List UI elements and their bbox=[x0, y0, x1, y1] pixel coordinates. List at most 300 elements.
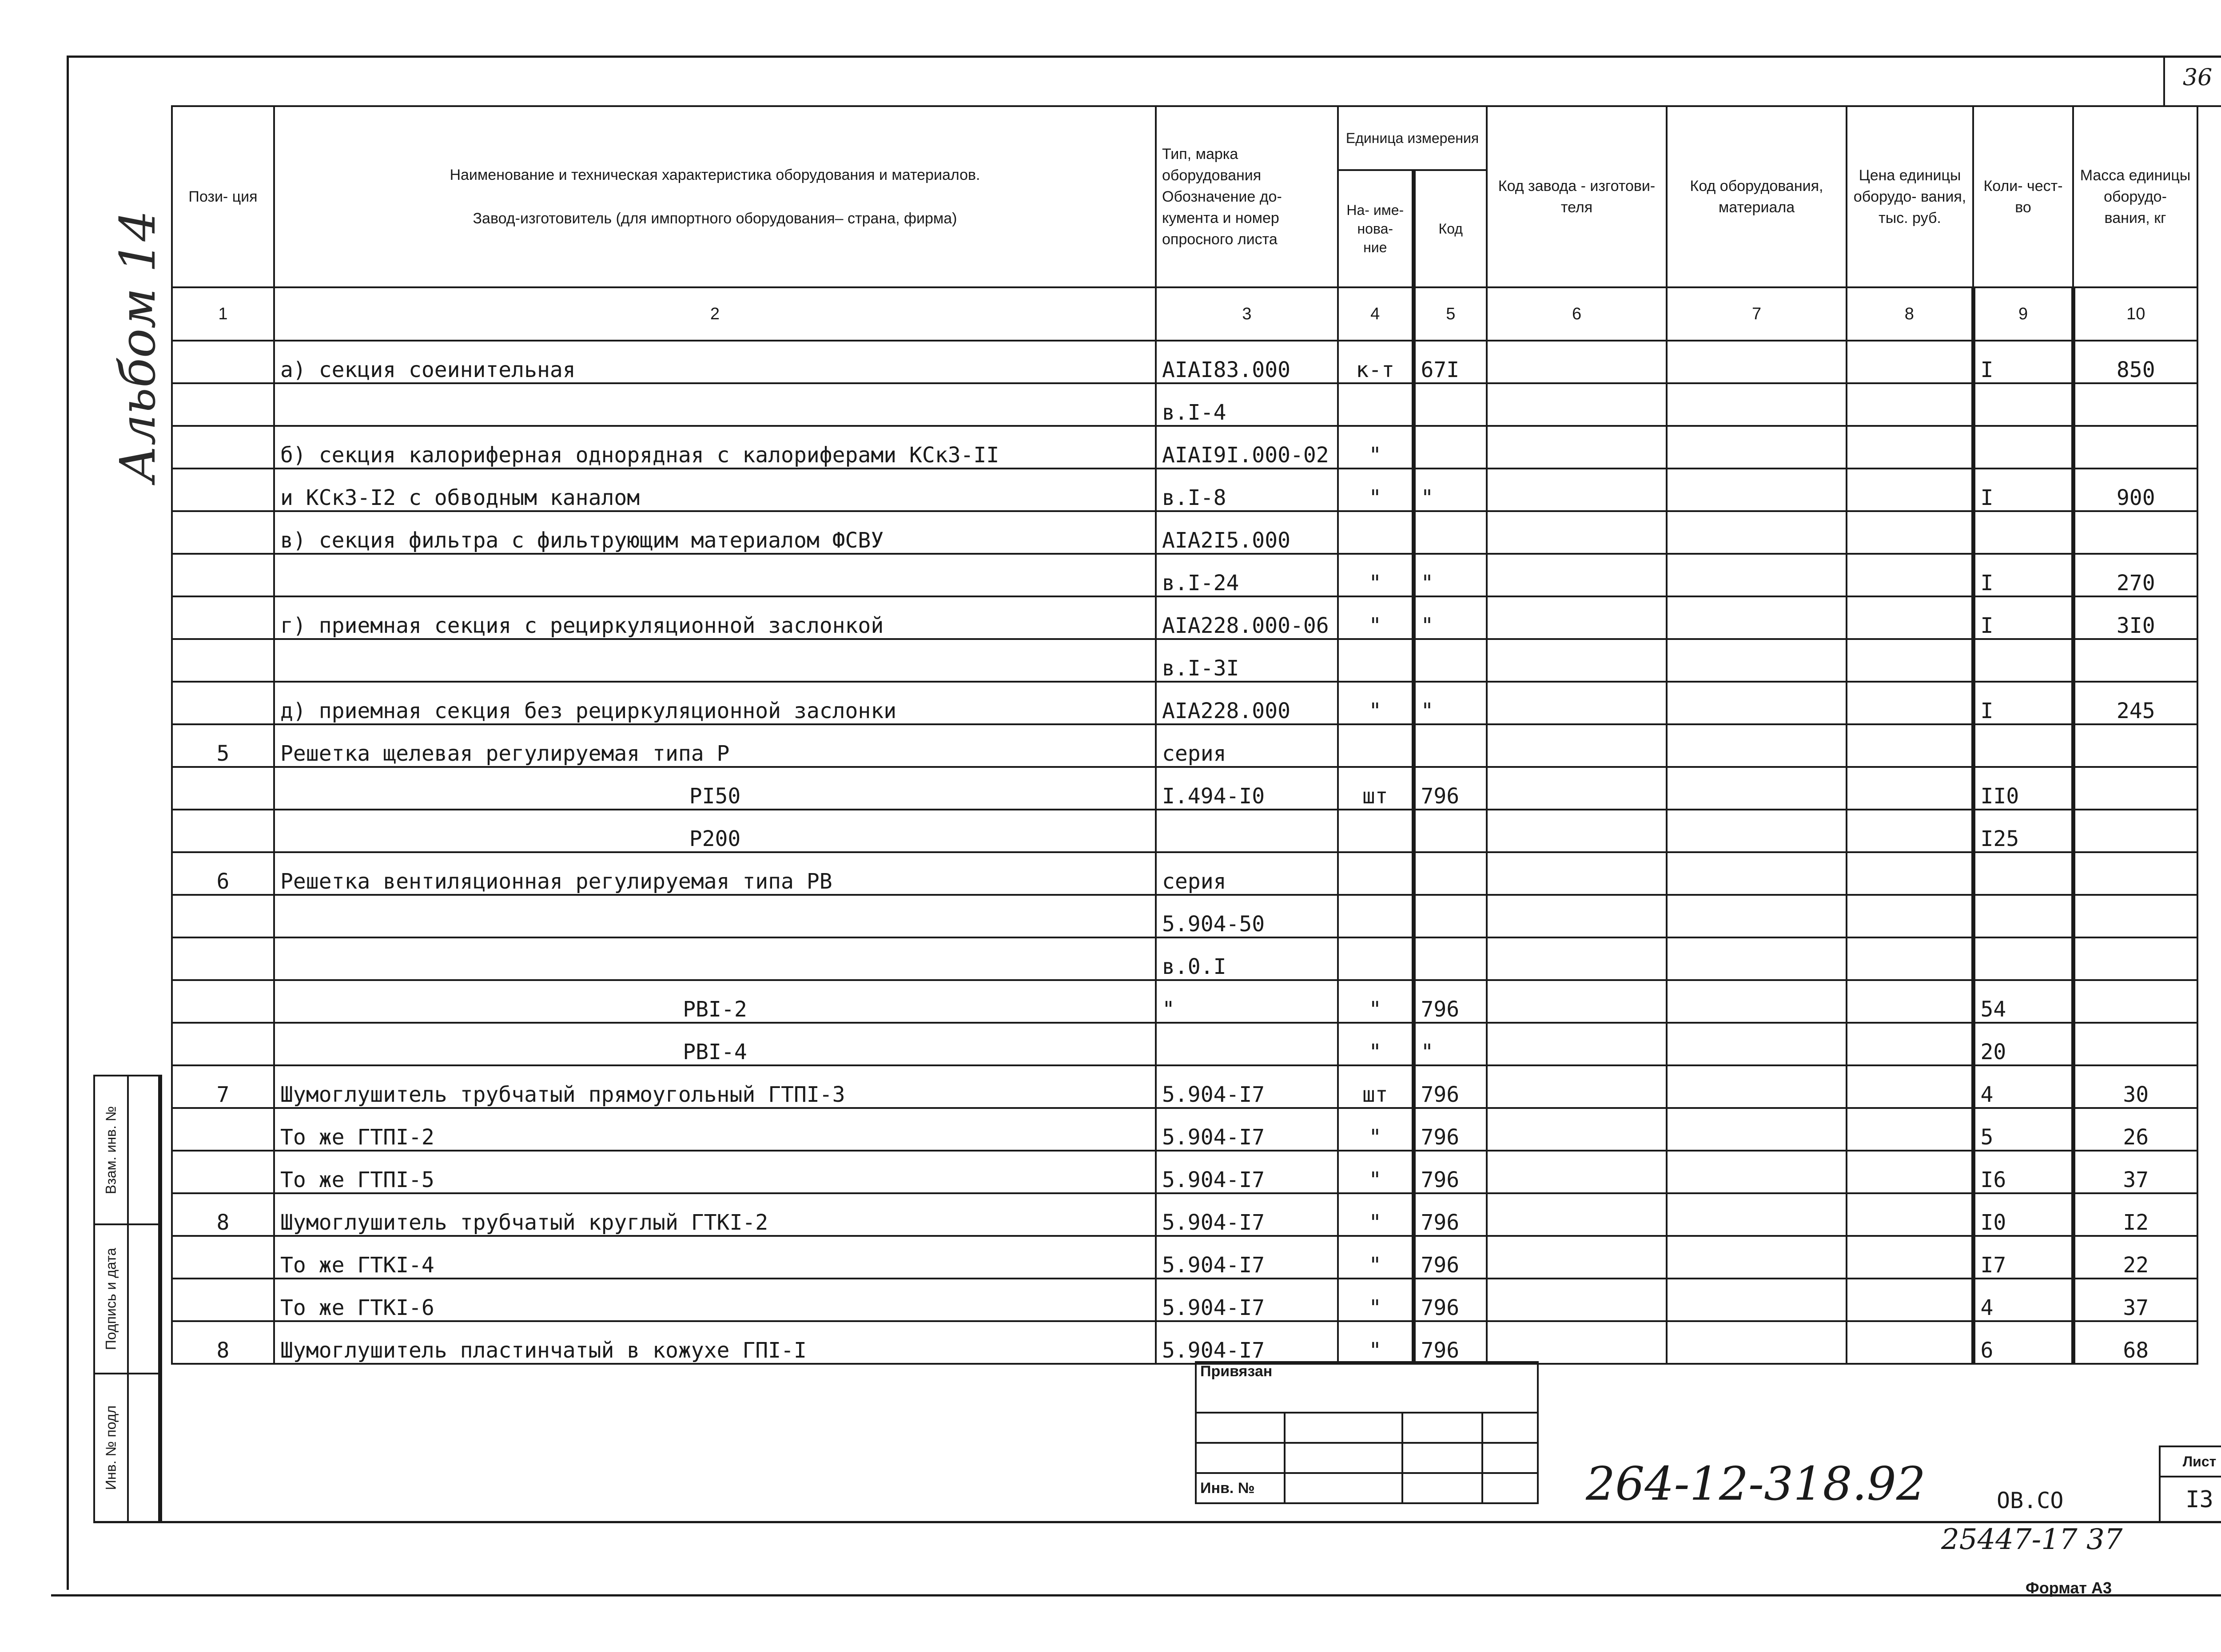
stamp-signature-date: Подпись и дата bbox=[103, 1247, 119, 1350]
name-cell: Шумоглушитель пластинчатый в кожухе ГПI-I bbox=[274, 1321, 1156, 1364]
unit-code-cell: " bbox=[1413, 469, 1487, 511]
quantity-cell: 6 bbox=[1973, 1321, 2073, 1364]
quantity-cell: I7 bbox=[1973, 1236, 2073, 1279]
table-row bbox=[172, 1023, 2197, 1065]
table-row bbox=[172, 1279, 2197, 1321]
name-cell: Шумоглушитель трубчатый прямоугольный ГТПI-3 bbox=[274, 1065, 1156, 1108]
column-number-8: 8 bbox=[1847, 287, 1973, 341]
type-cell: 5.904-I7 bbox=[1156, 1236, 1338, 1279]
factory-code-cell bbox=[1487, 1065, 1667, 1108]
position-cell bbox=[172, 426, 274, 469]
column-number-6: 6 bbox=[1487, 287, 1667, 341]
mass-cell bbox=[2073, 895, 2197, 937]
unit-cell: к-т bbox=[1338, 341, 1413, 383]
equipment-code-cell bbox=[1667, 383, 1847, 426]
unit-code-cell bbox=[1413, 852, 1487, 895]
unit-cell bbox=[1338, 383, 1413, 426]
factory-code-cell bbox=[1487, 383, 1667, 426]
unit-cell: " bbox=[1338, 682, 1413, 724]
equipment-code-cell bbox=[1667, 1151, 1847, 1193]
position-cell bbox=[172, 1279, 274, 1321]
position-cell bbox=[172, 980, 274, 1023]
mass-cell: 37 bbox=[2073, 1279, 2197, 1321]
equipment-code-cell bbox=[1667, 1065, 1847, 1108]
quantity-cell: 54 bbox=[1973, 980, 2073, 1023]
quantity-cell: 20 bbox=[1973, 1023, 2073, 1065]
price-cell bbox=[1847, 724, 1973, 767]
position-cell bbox=[172, 937, 274, 980]
unit-code-cell: 796 bbox=[1413, 767, 1487, 810]
table-row bbox=[172, 724, 2197, 767]
type-cell: AIAI9I.000-02 bbox=[1156, 426, 1338, 469]
price-cell bbox=[1847, 895, 1973, 937]
document-code: 264-12-318.92 bbox=[1586, 1457, 1926, 1511]
table-row bbox=[172, 1065, 2197, 1108]
factory-code-cell bbox=[1487, 1023, 1667, 1065]
unit-cell bbox=[1338, 511, 1413, 554]
position-cell bbox=[172, 554, 274, 596]
unit-cell: " bbox=[1338, 1023, 1413, 1065]
equipment-code-cell bbox=[1667, 1321, 1847, 1364]
table-row bbox=[172, 426, 2197, 469]
mass-cell: 270 bbox=[2073, 554, 2197, 596]
corner-number-box bbox=[2163, 56, 2221, 107]
name-cell: P200 bbox=[274, 810, 1156, 852]
album-label: Альбом 14 bbox=[109, 210, 166, 483]
unit-code-cell: " bbox=[1413, 596, 1487, 639]
price-cell bbox=[1847, 1023, 1973, 1065]
mass-cell: 245 bbox=[2073, 682, 2197, 724]
header-quantity: Коли- чест- во bbox=[1973, 106, 2073, 287]
unit-cell: " bbox=[1338, 980, 1413, 1023]
side-stamp-blank bbox=[128, 1224, 159, 1373]
unit-code-cell: 796 bbox=[1413, 1279, 1487, 1321]
position-cell: 7 bbox=[172, 1065, 274, 1108]
equipment-code-cell bbox=[1667, 767, 1847, 810]
title-block-left-line bbox=[160, 1075, 162, 1521]
binding-stamp bbox=[1195, 1361, 1539, 1504]
quantity-cell: I bbox=[1973, 554, 2073, 596]
equipment-code-cell bbox=[1667, 426, 1847, 469]
equipment-code-cell bbox=[1667, 596, 1847, 639]
price-cell bbox=[1847, 383, 1973, 426]
equipment-code-cell bbox=[1667, 341, 1847, 383]
name-cell bbox=[274, 383, 1156, 426]
position-cell bbox=[172, 1151, 274, 1193]
header-name-line1: Наименование и техническая характеристика оборудования и материалов. bbox=[450, 167, 980, 183]
mass-cell: 3I0 bbox=[2073, 596, 2197, 639]
mass-cell: 37 bbox=[2073, 1151, 2197, 1193]
unit-code-cell: 796 bbox=[1413, 1321, 1487, 1364]
unit-code-cell: " bbox=[1413, 682, 1487, 724]
equipment-code-cell bbox=[1667, 682, 1847, 724]
mass-cell bbox=[2073, 852, 2197, 895]
corner-number: 36 bbox=[2183, 64, 2213, 91]
type-cell: 5.904-I7 bbox=[1156, 1321, 1338, 1364]
price-cell bbox=[1847, 1279, 1973, 1321]
name-cell bbox=[274, 554, 1156, 596]
header-type: Тип, марка оборудования Обозначение до- кумента и номер опросного листа bbox=[1156, 106, 1338, 287]
table-body bbox=[172, 341, 2197, 1364]
unit-cell: " bbox=[1338, 1108, 1413, 1151]
paper-format: Формат А3 bbox=[2026, 1579, 2112, 1597]
factory-code-cell bbox=[1487, 426, 1667, 469]
unit-cell: " bbox=[1338, 469, 1413, 511]
header-mass: Масса единицы оборудо- вания, кг bbox=[2073, 106, 2197, 287]
mass-cell: 68 bbox=[2073, 1321, 2197, 1364]
inv-number-label: Инв. № bbox=[1196, 1473, 1285, 1503]
factory-code-cell bbox=[1487, 937, 1667, 980]
equipment-code-cell bbox=[1667, 1023, 1847, 1065]
quantity-cell bbox=[1973, 511, 2073, 554]
column-number-row bbox=[172, 287, 2197, 341]
unit-code-cell: 796 bbox=[1413, 1151, 1487, 1193]
factory-code-cell bbox=[1487, 1151, 1667, 1193]
side-stamp-blank bbox=[128, 1374, 159, 1522]
factory-code-cell bbox=[1487, 511, 1667, 554]
mass-cell bbox=[2073, 383, 2197, 426]
factory-code-cell bbox=[1487, 469, 1667, 511]
column-number-2: 2 bbox=[274, 287, 1156, 341]
header-price: Цена единицы оборудо- вания, тыс. руб. bbox=[1847, 106, 1973, 287]
position-cell bbox=[172, 1023, 274, 1065]
factory-code-cell bbox=[1487, 1108, 1667, 1151]
unit-code-cell: 796 bbox=[1413, 1236, 1487, 1279]
table-row bbox=[172, 1193, 2197, 1236]
factory-code-cell bbox=[1487, 682, 1667, 724]
side-stamp-cell bbox=[94, 1224, 128, 1373]
name-cell: б) секция калориферная однорядная с калориферами КСк3-II bbox=[274, 426, 1156, 469]
unit-code-cell bbox=[1413, 383, 1487, 426]
archive-number: 25447-17 37 bbox=[1941, 1523, 2123, 1556]
name-cell: Шумоглушитель трубчатый круглый ГТКI-2 bbox=[274, 1193, 1156, 1236]
name-cell bbox=[274, 937, 1156, 980]
mass-cell: 900 bbox=[2073, 469, 2197, 511]
equipment-code-cell bbox=[1667, 1193, 1847, 1236]
table-row bbox=[172, 1151, 2197, 1193]
type-cell: в.I-24 bbox=[1156, 554, 1338, 596]
equipment-code-cell bbox=[1667, 639, 1847, 682]
unit-cell: шт bbox=[1338, 1065, 1413, 1108]
unit-code-cell: 796 bbox=[1413, 1193, 1487, 1236]
equipment-code-cell bbox=[1667, 895, 1847, 937]
position-cell bbox=[172, 1108, 274, 1151]
column-number-3: 3 bbox=[1156, 287, 1338, 341]
header-equipment-code: Код оборудования, материала bbox=[1667, 106, 1847, 287]
quantity-cell: I bbox=[1973, 469, 2073, 511]
type-cell: AIAI83.000 bbox=[1156, 341, 1338, 383]
type-cell: AIA2I5.000 bbox=[1156, 511, 1338, 554]
unit-cell: шт bbox=[1338, 767, 1413, 810]
equipment-code-cell bbox=[1667, 469, 1847, 511]
header-row-1 bbox=[172, 106, 2197, 170]
header-name-line2: Завод-изготовитель (для импортного оборудования– страна, фирма) bbox=[473, 210, 957, 227]
unit-cell bbox=[1338, 895, 1413, 937]
name-cell: PI50 bbox=[274, 767, 1156, 810]
type-cell: AIA228.000-06 bbox=[1156, 596, 1338, 639]
header-factory-code: Код завода - изготови- теля bbox=[1487, 106, 1667, 287]
position-cell: 6 bbox=[172, 852, 274, 895]
unit-cell: " bbox=[1338, 1236, 1413, 1279]
factory-code-cell bbox=[1487, 895, 1667, 937]
unit-code-cell: 67I bbox=[1413, 341, 1487, 383]
unit-code-cell bbox=[1413, 639, 1487, 682]
table-row bbox=[172, 554, 2197, 596]
mass-cell: 22 bbox=[2073, 1236, 2197, 1279]
table-row bbox=[172, 980, 2197, 1023]
equipment-code-cell bbox=[1667, 1108, 1847, 1151]
type-cell: I.494-I0 bbox=[1156, 767, 1338, 810]
type-cell: 5.904-I7 bbox=[1156, 1108, 1338, 1151]
position-cell bbox=[172, 895, 274, 937]
price-cell bbox=[1847, 1193, 1973, 1236]
table-row bbox=[172, 682, 2197, 724]
quantity-cell bbox=[1973, 852, 2073, 895]
unit-cell bbox=[1338, 639, 1413, 682]
unit-code-cell: " bbox=[1413, 554, 1487, 596]
mass-cell bbox=[2073, 426, 2197, 469]
position-cell bbox=[172, 767, 274, 810]
table-row bbox=[172, 596, 2197, 639]
quantity-cell: I bbox=[1973, 341, 2073, 383]
price-cell bbox=[1847, 426, 1973, 469]
price-cell bbox=[1847, 810, 1973, 852]
side-stamp bbox=[93, 1075, 160, 1523]
mass-cell bbox=[2073, 1023, 2197, 1065]
factory-code-cell bbox=[1487, 810, 1667, 852]
unit-code-cell bbox=[1413, 426, 1487, 469]
stamp-replace-inv: Взам. инв. № bbox=[103, 1106, 119, 1194]
quantity-cell: I25 bbox=[1973, 810, 2073, 852]
side-stamp-cell bbox=[94, 1374, 128, 1522]
quantity-cell: 4 bbox=[1973, 1065, 2073, 1108]
column-number-7: 7 bbox=[1667, 287, 1847, 341]
factory-code-cell bbox=[1487, 341, 1667, 383]
price-cell bbox=[1847, 937, 1973, 980]
position-cell: 8 bbox=[172, 1193, 274, 1236]
column-number-1: 1 bbox=[172, 287, 274, 341]
factory-code-cell bbox=[1487, 1321, 1667, 1364]
mass-cell bbox=[2073, 724, 2197, 767]
column-number-10: 10 bbox=[2073, 287, 2197, 341]
header-position: Пози- ция bbox=[172, 106, 274, 287]
mass-cell: 850 bbox=[2073, 341, 2197, 383]
mass-cell bbox=[2073, 980, 2197, 1023]
frame-left-line bbox=[67, 56, 69, 1590]
price-cell bbox=[1847, 980, 1973, 1023]
position-cell bbox=[172, 511, 274, 554]
price-cell bbox=[1847, 596, 1973, 639]
side-stamp-blank bbox=[128, 1076, 159, 1224]
table-row bbox=[172, 383, 2197, 426]
type-cell: 5.904-50 bbox=[1156, 895, 1338, 937]
name-cell: в) секция фильтра с фильтрующим материалом ФСВУ bbox=[274, 511, 1156, 554]
table-row bbox=[172, 810, 2197, 852]
unit-code-cell bbox=[1413, 937, 1487, 980]
factory-code-cell bbox=[1487, 1279, 1667, 1321]
price-cell bbox=[1847, 1236, 1973, 1279]
position-cell bbox=[172, 383, 274, 426]
name-cell: д) приемная секция без рециркуляционной заслонки bbox=[274, 682, 1156, 724]
unit-cell: " bbox=[1338, 554, 1413, 596]
column-number-4: 4 bbox=[1338, 287, 1413, 341]
equipment-code-cell bbox=[1667, 980, 1847, 1023]
equipment-code-cell bbox=[1667, 937, 1847, 980]
price-cell bbox=[1847, 1321, 1973, 1364]
unit-code-cell: " bbox=[1413, 1023, 1487, 1065]
quantity-cell: II0 bbox=[1973, 767, 2073, 810]
table-row bbox=[172, 1236, 2197, 1279]
mass-cell bbox=[2073, 639, 2197, 682]
specification-table bbox=[171, 105, 2198, 1365]
factory-code-cell bbox=[1487, 852, 1667, 895]
position-cell: 8 bbox=[172, 1321, 274, 1364]
factory-code-cell bbox=[1487, 767, 1667, 810]
type-cell: 5.904-I7 bbox=[1156, 1065, 1338, 1108]
type-cell bbox=[1156, 810, 1338, 852]
position-cell bbox=[172, 1236, 274, 1279]
type-cell: серия bbox=[1156, 852, 1338, 895]
name-cell: Решетка щелевая регулируемая типа Р bbox=[274, 724, 1156, 767]
equipment-code-cell bbox=[1667, 1236, 1847, 1279]
quantity-cell bbox=[1973, 639, 2073, 682]
name-cell: PBI-2 bbox=[274, 980, 1156, 1023]
mass-cell: 26 bbox=[2073, 1108, 2197, 1151]
name-cell: PBI-4 bbox=[274, 1023, 1156, 1065]
position-cell bbox=[172, 469, 274, 511]
unit-cell bbox=[1338, 724, 1413, 767]
frame-top-line bbox=[67, 56, 2221, 58]
table-row bbox=[172, 1321, 2197, 1364]
type-cell: 5.904-I7 bbox=[1156, 1279, 1338, 1321]
factory-code-cell bbox=[1487, 596, 1667, 639]
name-cell: а) секция соеинительная bbox=[274, 341, 1156, 383]
binding-label: Привязан bbox=[1196, 1362, 1538, 1413]
type-cell: 5.904-I7 bbox=[1156, 1193, 1338, 1236]
quantity-cell bbox=[1973, 724, 2073, 767]
type-cell: AIA228.000 bbox=[1156, 682, 1338, 724]
name-cell bbox=[274, 895, 1156, 937]
type-cell: в.0.I bbox=[1156, 937, 1338, 980]
unit-code-cell: 796 bbox=[1413, 980, 1487, 1023]
equipment-code-cell bbox=[1667, 852, 1847, 895]
unit-code-cell bbox=[1413, 724, 1487, 767]
title-block-bottom-line bbox=[93, 1521, 2221, 1523]
side-stamp-cell bbox=[94, 1076, 128, 1224]
price-cell bbox=[1847, 469, 1973, 511]
mass-cell: 30 bbox=[2073, 1065, 2197, 1108]
type-cell: в.I-4 bbox=[1156, 383, 1338, 426]
table-row bbox=[172, 937, 2197, 980]
unit-code-cell bbox=[1413, 895, 1487, 937]
price-cell bbox=[1847, 1151, 1973, 1193]
quantity-cell: I0 bbox=[1973, 1193, 2073, 1236]
mass-cell: I2 bbox=[2073, 1193, 2197, 1236]
unit-code-cell: 796 bbox=[1413, 1108, 1487, 1151]
price-cell bbox=[1847, 767, 1973, 810]
name-cell: г) приемная секция с рециркуляционной заслонкой bbox=[274, 596, 1156, 639]
unit-cell: " bbox=[1338, 1193, 1413, 1236]
price-cell bbox=[1847, 1065, 1973, 1108]
type-cell bbox=[1156, 1023, 1338, 1065]
type-cell: " bbox=[1156, 980, 1338, 1023]
position-cell: 5 bbox=[172, 724, 274, 767]
position-cell bbox=[172, 810, 274, 852]
frame-bottom-line bbox=[51, 1594, 2221, 1596]
position-cell bbox=[172, 682, 274, 724]
position-cell bbox=[172, 639, 274, 682]
factory-code-cell bbox=[1487, 1236, 1667, 1279]
position-cell bbox=[172, 341, 274, 383]
unit-cell bbox=[1338, 852, 1413, 895]
name-cell: То же ГТПI-2 bbox=[274, 1108, 1156, 1151]
unit-cell: " bbox=[1338, 426, 1413, 469]
header-unit-code: Код bbox=[1413, 170, 1487, 287]
quantity-cell bbox=[1973, 895, 2073, 937]
unit-code-cell: 796 bbox=[1413, 1065, 1487, 1108]
type-cell: в.I-8 bbox=[1156, 469, 1338, 511]
unit-cell bbox=[1338, 937, 1413, 980]
quantity-cell bbox=[1973, 383, 2073, 426]
mass-cell bbox=[2073, 511, 2197, 554]
table-row bbox=[172, 341, 2197, 383]
quantity-cell bbox=[1973, 426, 2073, 469]
mass-cell bbox=[2073, 767, 2197, 810]
header-unit-group: Единица измерения bbox=[1338, 106, 1487, 170]
price-cell bbox=[1847, 1108, 1973, 1151]
price-cell bbox=[1847, 511, 1973, 554]
factory-code-cell bbox=[1487, 554, 1667, 596]
factory-code-cell bbox=[1487, 980, 1667, 1023]
mass-cell bbox=[2073, 810, 2197, 852]
stamp-original-inv: Инв. № подл bbox=[103, 1406, 119, 1490]
factory-code-cell bbox=[1487, 724, 1667, 767]
name-cell: То же ГТКI-4 bbox=[274, 1236, 1156, 1279]
equipment-code-cell bbox=[1667, 810, 1847, 852]
unit-cell: " bbox=[1338, 1151, 1413, 1193]
name-cell: То же ГТКI-6 bbox=[274, 1279, 1156, 1321]
unit-cell bbox=[1338, 810, 1413, 852]
unit-code-cell bbox=[1413, 810, 1487, 852]
column-number-9: 9 bbox=[1973, 287, 2073, 341]
quantity-cell: I bbox=[1973, 596, 2073, 639]
sheet-label: Лист bbox=[2161, 1447, 2221, 1477]
table-row bbox=[172, 511, 2197, 554]
unit-code-cell bbox=[1413, 511, 1487, 554]
type-cell: серия bbox=[1156, 724, 1338, 767]
column-number-5: 5 bbox=[1413, 287, 1487, 341]
quantity-cell: 5 bbox=[1973, 1108, 2073, 1151]
name-cell bbox=[274, 639, 1156, 682]
quantity-cell: I bbox=[1973, 682, 2073, 724]
sheet-number-box bbox=[2159, 1446, 2221, 1523]
table-row bbox=[172, 469, 2197, 511]
name-cell: То же ГТПI-5 bbox=[274, 1151, 1156, 1193]
header-name bbox=[274, 106, 1156, 287]
quantity-cell: 4 bbox=[1973, 1279, 2073, 1321]
equipment-code-cell bbox=[1667, 1279, 1847, 1321]
unit-cell: " bbox=[1338, 1279, 1413, 1321]
unit-cell: " bbox=[1338, 596, 1413, 639]
price-cell bbox=[1847, 639, 1973, 682]
name-cell: и КСк3-I2 с обводным каналом bbox=[274, 469, 1156, 511]
factory-code-cell bbox=[1487, 639, 1667, 682]
sheet-code: ОВ.СО bbox=[1997, 1488, 2064, 1513]
equipment-code-cell bbox=[1667, 511, 1847, 554]
position-cell bbox=[172, 596, 274, 639]
quantity-cell: I6 bbox=[1973, 1151, 2073, 1193]
name-cell: Решетка вентиляционная регулируемая типа РВ bbox=[274, 852, 1156, 895]
